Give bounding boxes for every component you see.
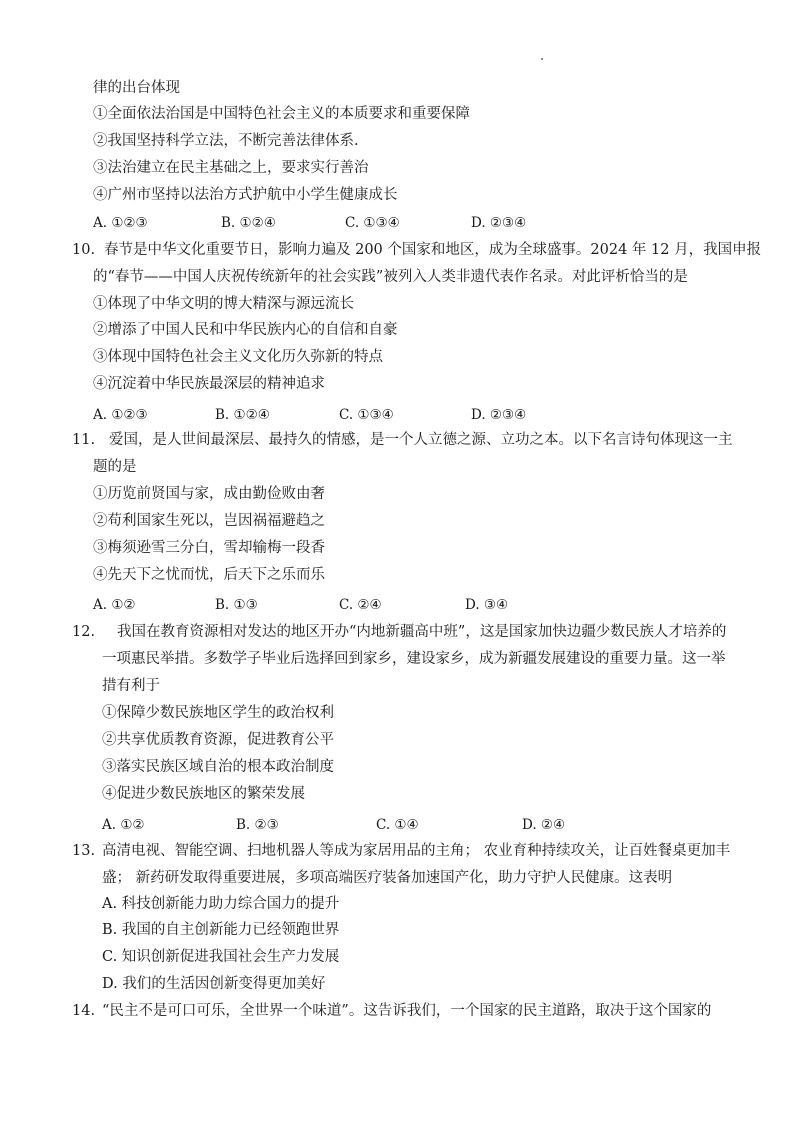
q9-choice-a: A. ①②③ [93, 215, 148, 231]
q13-number: 13. [72, 843, 96, 859]
q10-choice-c: C. ①③④ [339, 407, 394, 423]
q14-number: 14. [72, 1003, 96, 1019]
q9-option-1: ①全面依法治国是中国特色社会主义的本质要求和重要保障 [93, 106, 470, 122]
q14-stem-line-1: “民主不是可口可乐，全世界一个味道”。这告诉我们，一个国家的民主道路，取决于这个国家的 [102, 1003, 712, 1019]
q12-stem-line-3: 措有利于 [102, 678, 160, 694]
q12-option-4: ④促进少数民族地区的繁荣发展 [102, 786, 305, 802]
q10-option-3: ③体现中国特色社会主义文化历久弥新的特点 [93, 349, 383, 365]
q13-stem-line-2: 盛； 新药研发取得重要进展，多项高端医疗装备加速国产化，助力守护人民健康。这表明 [102, 870, 673, 886]
q13-option-d: D. 我们的生活因创新变得更加美好 [102, 976, 326, 992]
q10-number: 10. [72, 242, 96, 258]
scan-speck [541, 58, 543, 60]
q12-choice-d: D. ②④ [522, 817, 566, 833]
q10-option-4: ④沉淀着中华民族最深层的精神追求 [93, 376, 325, 392]
q9-option-2: ②我国坚持科学立法，不断完善法律体系. [93, 133, 359, 149]
q9-option-3: ③法治建立在民主基础之上，要求实行善治 [93, 160, 369, 176]
q9-choice-b: B. ①②④ [221, 215, 276, 231]
q11-option-1: ①历览前贤国与家，成由勤俭败由奢 [93, 486, 325, 502]
q11-choice-a: A. ①② [93, 597, 136, 613]
q10-stem-line-2: 的“春节——中国人庆祝传统新年的社会实践”被列入人类非遗代表作名录。对此评析恰当的是 [93, 269, 688, 285]
q10-choice-b: B. ①②④ [215, 407, 270, 423]
q9-stem-tail: 律的出台体现 [93, 80, 180, 96]
q12-choice-a: A. ①② [102, 817, 145, 833]
q11-stem-line-1: 爱国，是人世间最深层、最持久的情感，是一个人立德之源、立功之本。以下名言诗句体现这一主 [109, 432, 733, 448]
q12-number: 12. [72, 624, 96, 640]
q11-choice-b: B. ①③ [215, 597, 258, 613]
q10-stem-line-1: 春节是中华文化重要节日，影响力遍及 200 个国家和地区，成为全球盛事。2024 年 12 月，我国申报 [104, 242, 762, 258]
q10-choice-a: A. ①②③ [93, 407, 148, 423]
q12-stem-line-1: 我国在教育资源相对发达的地区开办“内地新疆高中班”，这是国家加快边疆少数民族人才培养的 [117, 624, 727, 640]
q11-option-3: ③梅须逊雪三分白，雪却输梅一段香 [93, 540, 325, 556]
q12-choice-b: B. ②③ [236, 817, 279, 833]
q11-stem-line-2: 题的是 [93, 459, 137, 475]
q12-stem-line-2: 一项惠民举措。多数学子毕业后选择回到家乡，建设家乡，成为新疆发展建设的重要力量。这一举 [102, 651, 726, 667]
q12-choice-c: C. ①④ [376, 817, 419, 833]
q10-choice-d: D. ②③④ [471, 407, 527, 423]
q13-option-c: C. 知识创新促进我国社会生产力发展 [102, 949, 340, 965]
q10-option-2: ②增添了中国人民和中华民族内心的自信和自豪 [93, 322, 398, 338]
q11-number: 11. [72, 432, 96, 448]
q12-option-1: ①保障少数民族地区学生的政治权利 [102, 705, 334, 721]
q11-choice-c: C. ②④ [339, 597, 382, 613]
q12-option-3: ③落实民族区域自治的根本政治制度 [102, 759, 334, 775]
q13-option-b: B. 我国的自主创新能力已经领跑世界 [102, 922, 340, 938]
q13-stem-line-1: 高清电视、智能空调、扫地机器人等成为家居用品的主角； 农业育种持续攻关，让百姓餐桌更加丰 [102, 843, 731, 859]
q11-option-4: ④先天下之忧而忧，后天下之乐而乐 [93, 567, 325, 583]
q9-option-4: ④广州市坚持以法治方式护航中小学生健康成长 [93, 187, 398, 203]
q11-option-2: ②苟利国家生死以，岂因祸福避趋之 [93, 513, 325, 529]
q12-option-2: ②共享优质教育资源，促进教育公平 [102, 732, 334, 748]
q9-choice-c: C. ①③④ [345, 215, 400, 231]
q9-choice-d: D. ②③④ [471, 215, 527, 231]
q10-option-1: ①体现了中华文明的博大精深与源远流长 [93, 296, 354, 312]
q13-option-a: A. 科技创新能力助力综合国力的提升 [102, 896, 340, 912]
q11-choice-d: D. ③④ [465, 597, 509, 613]
